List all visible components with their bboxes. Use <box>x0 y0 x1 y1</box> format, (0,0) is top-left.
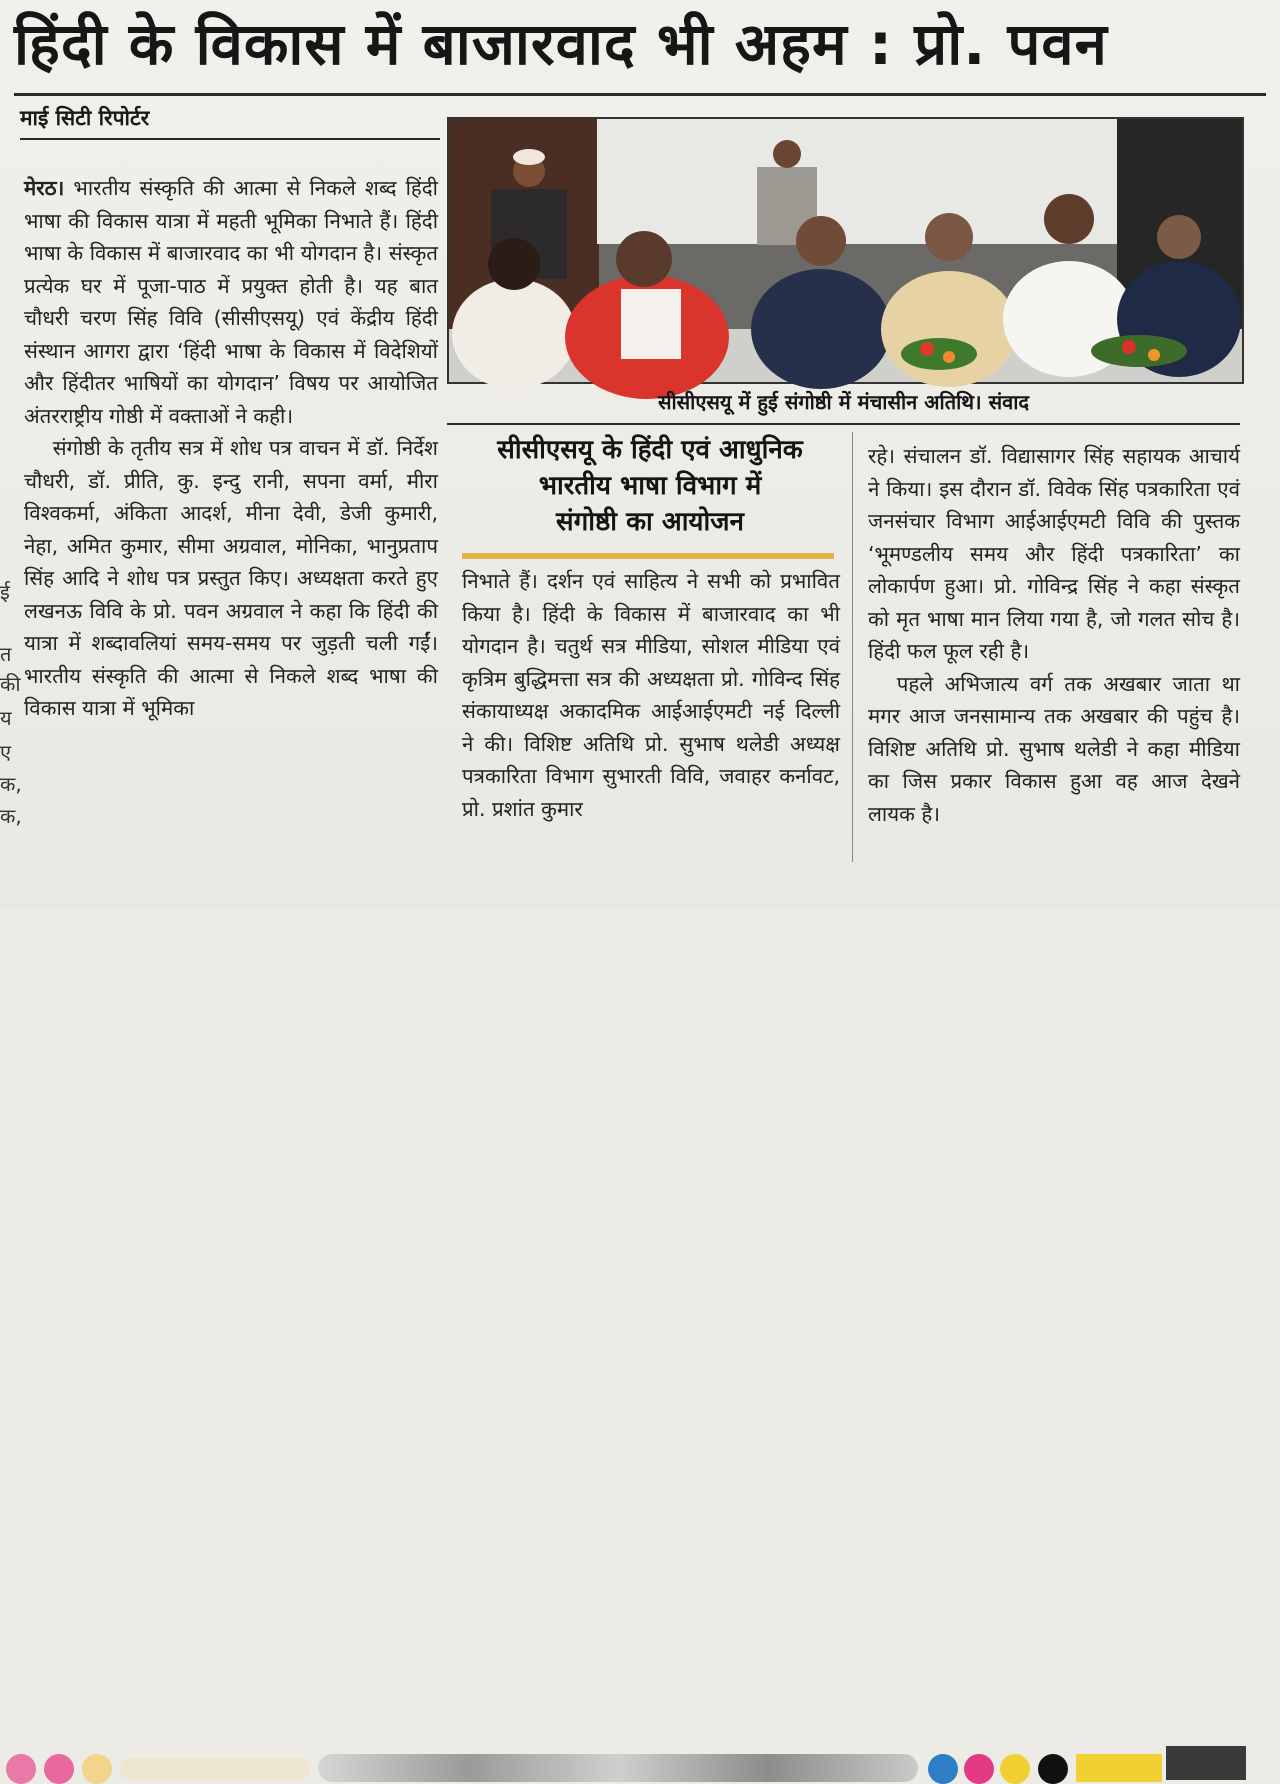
column-1 <box>24 172 438 862</box>
sub-headline-line: सीसीएसयू के हिंदी एवं आधुनिक <box>497 435 803 465</box>
person-head <box>773 140 801 168</box>
column-3-para-2: पहले अभिजात्य वर्ग तक अखबार जाता था मगर आज जनसामान्य तक अखबार की पहुंच है। विशिष्ट अतिथि प्रो. सुभाष थलेडी ने कहा मीडिया का जिस प्रकार विकास हुआ वह आज देखने लायक है। <box>868 671 1240 826</box>
sub-headline-line: भारतीय भाषा विभाग में <box>538 471 762 501</box>
faded-swatch-strip <box>120 1758 310 1780</box>
margin-fragment: क, <box>0 772 22 796</box>
column-1-para-2: संगोष्ठी के तृतीय सत्र में शोध पत्र वाचन में डॉ. निर्देश चौधरी, डॉ. प्रीति, कु. इन्दु रानी, सपना वर्मा, मीरा विश्वकर्मा, अंकिता आदर्श, मीना देवी, डेजी कुमारी, नेहा, अमित कुमार, सीमा अग्रवाल, मोनिका, भानुप्रताप सिंह आदि ने शोध पत्र प्रस्तुत किए। अध्यक्षता करते हुए लखनऊ विवि के प्रो. पवन अग्रवाल ने कहा कि हिंदी की यात्रा में शब्दावलियां समय-समय पर जुड़ती चली गईं। भारतीय संस्कृति की आत्मा से निकले शब्द भाषा की विकास यात्रा में भूमिका <box>24 436 438 720</box>
margin-fragment: की <box>0 672 21 696</box>
color-swatch <box>1166 1746 1246 1780</box>
margin-fragment: क, <box>0 804 22 828</box>
column-2 <box>462 565 840 865</box>
sub-headline-line: संगोष्ठी का आयोजन <box>556 507 744 537</box>
column-3-para-1: रहे। संचालन डॉ. विद्यासागर सिंह सहायक आचार्य ने किया। इस दौरान डॉ. विवेक सिंह पत्रकारिता एवं जनसंचार विभाग आईआईएमटी विवि की पुस्तक ‘भूमण्डलीय समय और हिंदी पत्रकारिता’ का लोकार्पण हुआ। प्रो. गोविन्द्र सिंह ने कहा संस्कृत को मृत भाषा मान लिया गया है, जो गलत सोच है। हिंदी फल फूल रही है। <box>868 444 1240 663</box>
color-swatch <box>1038 1754 1068 1784</box>
photo-caption: सीसीएसयू में हुई संगोष्ठी में मंचासीन अतिथि। संवाद <box>657 390 1030 414</box>
sub-headline <box>455 432 845 540</box>
margin-fragment: ए <box>0 740 12 764</box>
column-1-text-1: भारतीय संस्कृति की आत्मा से निकले शब्द हिंदी भाषा की विकास यात्रा में महती भूमिका निभाते हैं। हिंदी भाषा के विकास में बाजारवाद का भी योगदान है। संस्कृत प्रत्येक घर में पूजा-पाठ में प्रयुक्त होती है। यह बात चौधरी चरण सिंह विवि (सीसीएसयू) एवं केंद्रीय हिंदी संस्थान आगरा द्वारा ‘हिंदी भाषा के विकास में विदेशियों और हिंदीतर भाषियों का योगदान’ विषय पर आयोजित अंतरराष्ट्रीय गोष्ठी में वक्ताओं ने कही। <box>24 176 438 428</box>
dateline: मेरठ। <box>24 176 65 200</box>
column-2-para-1: निभाते हैं। दर्शन एवं साहित्य ने सभी को प्रभावित किया है। हिंदी के विकास में बाजारवाद का भी योगदान है। चतुर्थ सत्र मीडिया, सोशल मीडिया एवं कृत्रिम बुद्धिमत्ता सत्र की अध्यक्षता प्रो. गोविन्द सिंह संकायाध्यक्ष अकादमिक आईआईएमटी नई दिल्ली ने की। विशिष्ट अतिथि प्रो. सुभाष थलेडी अध्यक्ष पत्रकारिता विभाग सुभारती विवि, जवाहर कर्नावट, प्रो. प्रशांत कुमार <box>462 569 840 821</box>
byline: माई सिटी रिपोर्टर <box>20 106 150 130</box>
headline: हिंदी के विकास में बाजारवाद भी अहम : प्रो. पवन <box>14 10 1108 78</box>
caption-rule <box>447 423 1240 425</box>
color-swatch <box>928 1754 958 1784</box>
margin-fragment: ई <box>0 580 10 604</box>
event-photo-illustration <box>449 119 1242 382</box>
gray-gradient-strip <box>318 1754 918 1782</box>
column-3 <box>868 440 1240 865</box>
print-color-bar <box>0 874 1280 909</box>
color-swatch <box>6 1754 36 1784</box>
color-swatch <box>44 1754 74 1784</box>
column-divider <box>852 432 853 862</box>
headline-rule <box>14 93 1266 96</box>
column-1-para-1 <box>24 172 438 432</box>
margin-fragment: य <box>0 706 12 730</box>
margin-fragment: त <box>0 642 12 666</box>
byline-rule <box>20 138 440 140</box>
sub-headline-accent <box>462 553 834 559</box>
color-swatch <box>964 1754 994 1784</box>
color-swatch <box>1076 1754 1162 1782</box>
color-swatch <box>1000 1754 1030 1784</box>
event-photo <box>447 117 1244 384</box>
color-swatch <box>82 1754 112 1784</box>
